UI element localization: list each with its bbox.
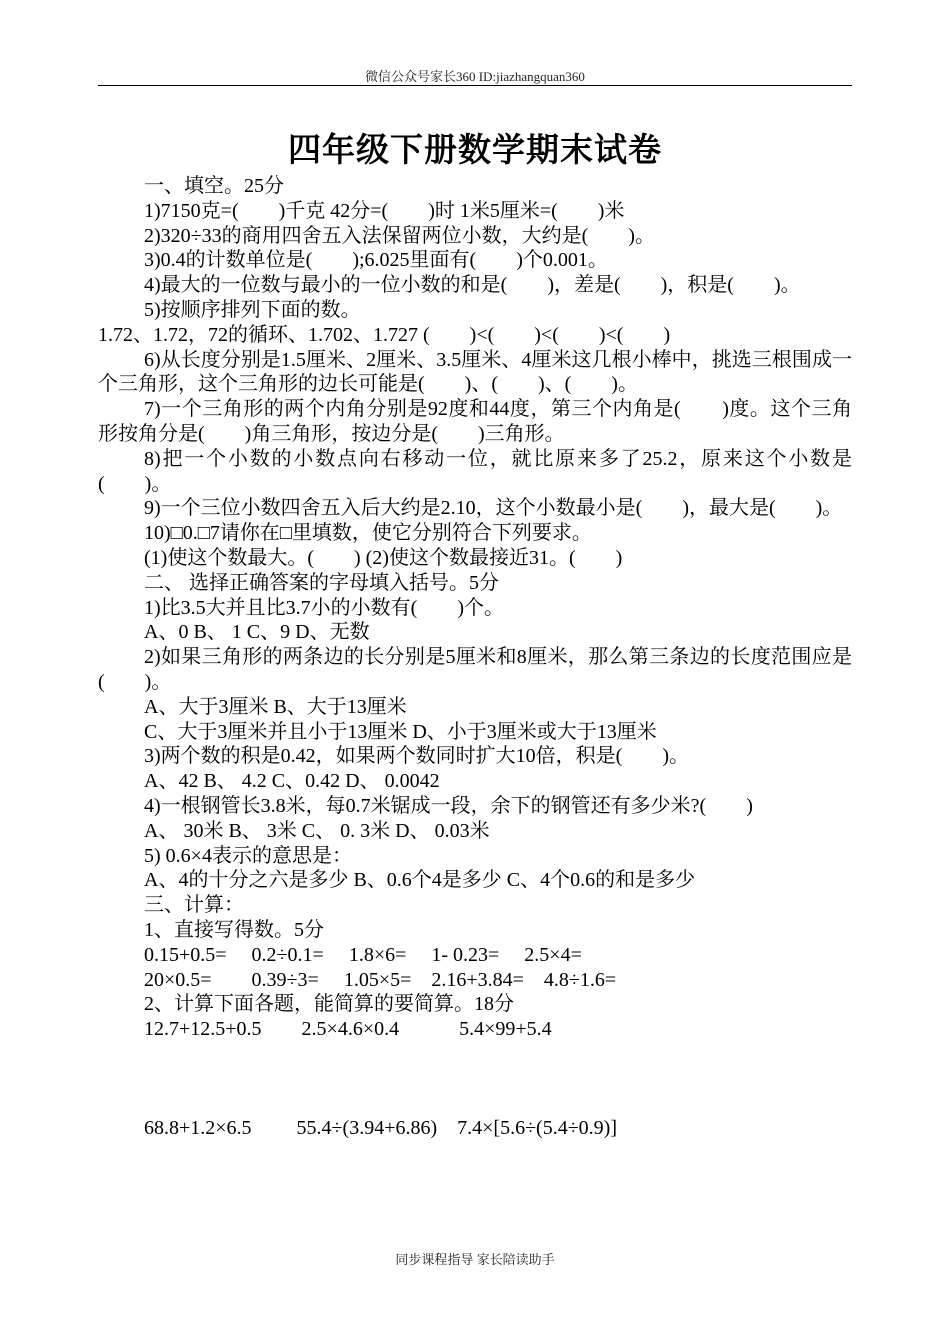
exam-content: [98, 174, 852, 1141]
s3-row2: 20×0.5= 0.39÷3= 1.05×5= 2.16+3.84= 4.8÷1.6=: [144, 968, 617, 991]
s1-q2: 2)320÷33的商用四舍五入法保留两位小数，大约是( )。: [144, 224, 655, 247]
page-footer: 同步课程指导 家长陪读助手: [395, 1252, 555, 1267]
s1-q6: 6)从长度分别是1.5厘米、2厘米、3.5厘米、4厘米这几根小棒中，挑选三根围成一个三角形，这个三角形的边长可能是( )、( )、( )。: [98, 348, 852, 396]
header-rule: [98, 85, 852, 86]
s1-q10-parts: (1)使这个数最大。( ) (2)使这个数最接近31。( ): [144, 546, 623, 569]
s1-q9: 9)一个三位小数四舍五入后大约是2.10，这个小数最小是( )，最大是( )。: [144, 497, 843, 520]
s1-q7: 7)一个三角形的两个内角分别是92度和44度，第三个内角是( )度。这个三角形按角分是( )角三角形，按边分是( )三角形。: [98, 398, 852, 445]
s3-row4: 68.8+1.2×6.5 55.4÷(3.94+6.86) 7.4×[5.6÷(5.4÷0.9)]: [144, 1116, 618, 1139]
s2-q1-options: A、0 B、 1 C、9 D、无数: [144, 621, 370, 644]
s2-q2-options-a: A、大于3厘米 B、大于13厘米: [144, 695, 407, 718]
section2-heading: 二、 选择正确答案的字母填入括号。5分: [144, 571, 499, 594]
s2-q3-options: A、42 B、 4.2 C、0.42 D、 0.0042: [144, 770, 440, 793]
s3-sub1: 1、直接写得数。5分: [144, 918, 324, 941]
s1-q4: 4)最大的一位数与最小的一位小数的和是( )，差是( )，积是( )。: [144, 274, 801, 297]
page-header: 微信公众号家长360 ID:jiazhangquan360: [365, 69, 585, 84]
s1-q3: 3)0.4的计数单位是( );6.025里面有( )个0.001。: [144, 249, 608, 272]
s3-row1: 0.15+0.5= 0.2÷0.1= 1.8×6= 1- 0.23= 2.5×4=: [144, 943, 582, 966]
s2-q2: 2)如果三角形的两条边的长分别是5厘米和8厘米，那么第三条边的长度范围应是( )。: [98, 646, 852, 693]
s2-q1: 1)比3.5大并且比3.7小的小数有( )个。: [144, 596, 504, 619]
s2-q4: 4)一根钢管长3.8米，每0.7米锯成一段，余下的钢管还有多少米?( ): [144, 794, 753, 817]
s1-q5-items: 1.72、1.72，72的循环、1.702、1.727 ( )<( )<( )<( ): [98, 323, 671, 346]
s3-sub2: 2、计算下面各题，能简算的要简算。18分: [144, 993, 514, 1016]
section3-heading: 三、计算：: [144, 894, 244, 917]
s3-row3: 12.7+12.5+0.5 2.5×4.6×0.4 5.4×99+5.4: [144, 1018, 552, 1041]
section1-heading: 一、填空。25分: [144, 175, 284, 197]
s2-q5: 5) 0.6×4表示的意思是：: [144, 844, 352, 867]
s2-q3: 3)两个数的积是0.42，如果两个数同时扩大10倍，积是( )。: [144, 745, 689, 768]
s1-q1: 1)7150克=( )千克 42分=( )时 1米5厘米=( )米: [144, 199, 625, 222]
page-title: 四年级下册数学期末试卷: [288, 133, 662, 169]
s2-q2-options-b: C、大于3厘米并且小于13厘米 D、小于3厘米或大于13厘米: [144, 720, 657, 743]
s1-q10: 10)□0.□7请你在□里填数，使它分别符合下列要求。: [144, 522, 592, 545]
s2-q5-options: A、4的十分之六是多少 B、0.6个4是多少 C、4个0.6的和是多少: [144, 869, 696, 892]
work-space: [98, 1042, 852, 1116]
s1-q5: 5)按顺序排列下面的数。: [144, 298, 361, 321]
s2-q4-options: A、 30米 B、 3米 C、 0. 3米 D、 0.03米: [144, 819, 490, 842]
s1-q8: 8)把一个小数的小数点向右移动一位，就比原来多了25.2，原来这个小数是( )。: [98, 447, 852, 495]
